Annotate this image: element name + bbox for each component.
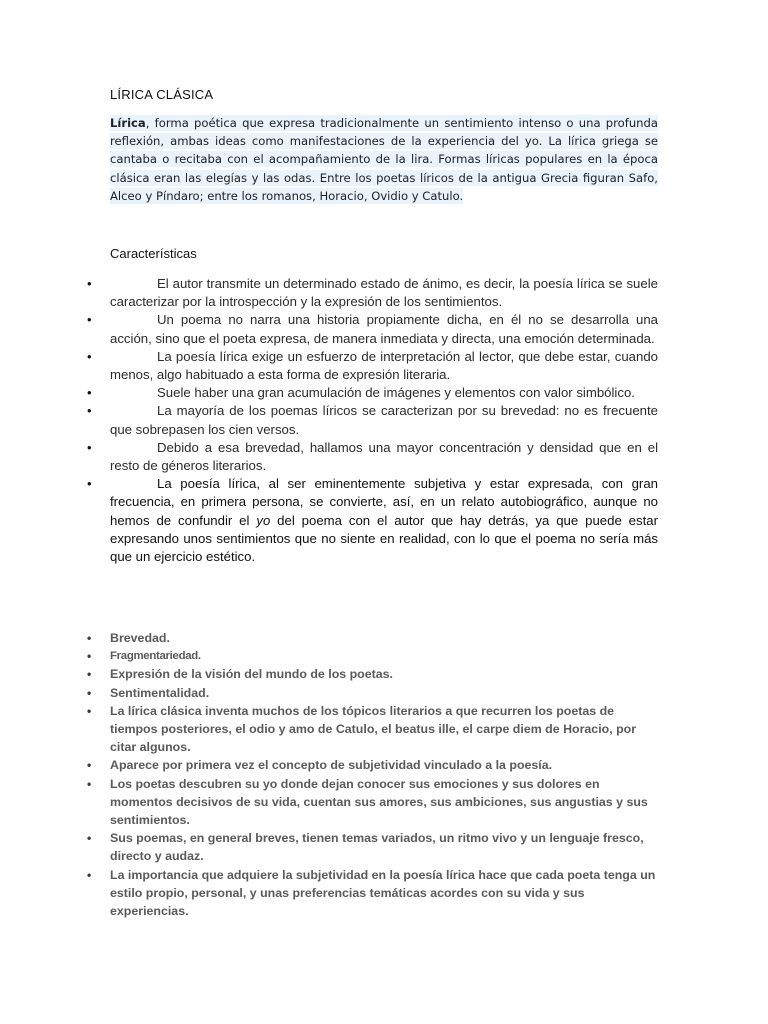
list-item-text: Un poema no narra una historia propiamente dicha, en él no se desarrolla una acción, sino que el poeta expresa, de manera inmediata y directa, una emoción determinada. <box>110 312 658 346</box>
list-item-text: Los poetas descubren su yo donde dejan conocer sus emociones y sus dolores en momentos decisivos de su vida, cuentan sus amores, sus ambiciones, sus angustias y sus sentimientos. <box>110 776 648 828</box>
emphasized-word: yo <box>256 512 271 528</box>
list-item <box>0 275 658 311</box>
bullet-icon: • <box>87 685 92 700</box>
characteristics-list <box>0 275 768 566</box>
intro-lead-term: Lírica <box>110 116 146 130</box>
bullet-icon: • <box>87 776 92 791</box>
bullet-icon: • <box>87 439 92 455</box>
list-item-text: Aparece por primera vez el concepto de subjetividad vinculado a la poesía. <box>110 758 553 773</box>
bullet-icon: • <box>87 703 92 718</box>
intro-paragraph <box>110 114 658 205</box>
list-item-text: Suele haber una gran acumulación de imágenes y elementos con valor simbólico. <box>157 385 635 401</box>
list-item <box>0 684 658 702</box>
list-item-text: La lírica clásica inventa muchos de los tópicos literarios a que recurren los poetas de tiempos posteriores, el odio y amo de Catulo, el beatus ille, el carpe diem de Horacio, por citar algunos. <box>110 703 637 755</box>
list-item <box>0 866 658 921</box>
list-item-text: del poema con el autor que hay detrás, ya que puede estar expresando unos sentimientos que no siente en realidad, con lo que el poema no sería más que un ejercicio estético. <box>110 512 658 565</box>
bullet-icon: • <box>87 476 92 492</box>
bullet-icon: • <box>87 649 91 664</box>
bullet-icon: • <box>87 867 92 882</box>
list-item <box>0 475 658 566</box>
list-item <box>0 665 658 683</box>
list-item <box>0 348 658 384</box>
list-item-text: Brevedad. <box>110 631 170 645</box>
list-item <box>0 311 658 347</box>
list-item-text: La mayoría de los poemas líricos se caracterizan por su brevedad: no es frecuente que sobrepasen los cien versos. <box>110 403 658 437</box>
list-item-text: Sus poemas, en general breves, tienen temas variados, un ritmo vivo y un lenguaje fresco, directo y audaz. <box>110 831 644 864</box>
list-item-text: Debido a esa brevedad, hallamos una mayor concentración y densidad que en el resto de géneros literarios. <box>110 439 658 474</box>
features-list <box>0 629 768 920</box>
bullet-icon: • <box>87 831 92 846</box>
bullet-icon: • <box>87 385 92 401</box>
list-item <box>0 775 658 830</box>
list-item <box>0 629 658 647</box>
list-item-text: La poesía lírica exige un esfuerzo de interpretación al lector, que debe estar, cuando menos, algo habituado a esta forma de expresión literaria. <box>110 348 658 383</box>
list-item <box>0 756 658 774</box>
list-item-text: La poesía lírica, al ser eminentemente subjetiva y estar expresada, con gran frecuencia, en primera persona, se convierte, así, en un relato autobiográfico, aunque no hemos de confundir el <box>110 476 658 528</box>
bullet-icon: • <box>87 403 92 419</box>
bullet-icon: • <box>87 667 92 682</box>
list-item <box>0 647 658 665</box>
list-item <box>0 384 658 402</box>
list-item-text: Sentimentalidad. <box>110 685 210 700</box>
bullet-icon: • <box>87 758 92 773</box>
list-item <box>0 402 658 438</box>
document-title: LÍRICA CLÁSICA <box>110 87 214 102</box>
bullet-icon: • <box>87 348 92 364</box>
list-item-text: Expresión de la visión del mundo de los poetas. <box>110 667 393 682</box>
characteristics-heading: Características <box>110 246 197 261</box>
list-item <box>0 439 658 475</box>
bullet-icon: • <box>87 631 92 645</box>
list-item <box>0 702 658 757</box>
bullet-icon: • <box>87 276 92 291</box>
list-item-text: Fragmentariedad. <box>110 650 201 663</box>
list-item-text: El autor transmite un determinado estado de ánimo, es decir, la poesía lírica se suele caracterizar por la introspección y la expresión de los sentimientos. <box>110 276 658 310</box>
bullet-icon: • <box>87 312 92 328</box>
list-item <box>0 829 658 865</box>
list-item-text: La importancia que adquiere la subjetividad en la poesía lírica hace que cada poeta tenga un estilo propio, personal, y unas preferencias temáticas acordes con su vida y sus experiencias. <box>110 867 656 919</box>
intro-text: , forma poética que expresa tradicionalmente un sentimiento intenso o una profunda reflexión, ambas ideas como manifestaciones de la experiencia del yo. La lírica griega se cantaba o recitaba con el acompañamiento de la lira. Formas líricas populares en la época clásica eran las elegías y las odas. Entre los poetas líricos de la antigua Grecia figuran Safo, Alceo y Píndaro; entre los romanos, Horacio, Ovidio y Catulo. <box>110 116 658 203</box>
